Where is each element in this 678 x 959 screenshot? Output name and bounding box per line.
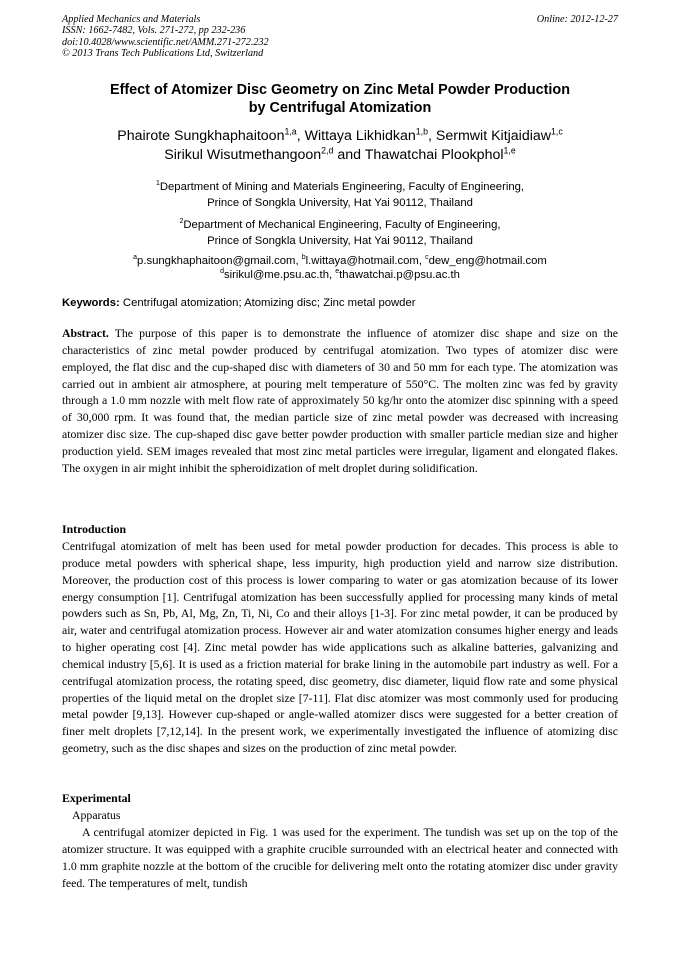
author-affil-mark: 1,c <box>551 126 563 137</box>
abstract-label: Abstract. <box>62 326 109 340</box>
email-mark: b <box>301 254 306 262</box>
author-affil-mark: 1,e <box>503 144 516 155</box>
author-line-2 <box>62 146 618 165</box>
abstract-text: The purpose of this paper is to demonstrate the influence of atomizer disc shape and size on the characteristics of zinc metal powder produced by centrifugal atomization. Two types of atomizer disc were employed, the flat disc and the cup-shaped disc with diameters of 30 and 50 mm for each type. The atomization was carried out in ambient air atmosphere, at pouring melt temperature of 550°C. The molten zinc was fed by gravity through a 1.0 mm nozzle with melt flow rate of approximately 50 kg/hr onto the atomizer disc spinning with a speed of 30,000 rpm. It was found that, the median particle size of zinc metal powder was decreased with increasing atomizer disc size. The cup-shaped disc gave better powder production with smaller particle median size and higher production yield. SEM images revealed that most zinc metal particles were irregular, ligament and elongated flakes. The oxygen in air might inhibit the spheroidization of melt droplet during solidification. <box>62 326 618 475</box>
author-name: and Thawatchai Plookphol <box>333 146 504 163</box>
introduction-heading: Introduction <box>62 522 127 536</box>
keywords-text: Centrifugal atomization; Atomizing disc; Zinc metal powder <box>119 297 416 309</box>
abstract <box>62 325 618 477</box>
affil-number: 1 <box>155 180 160 188</box>
journal-name: Applied Mechanics and Materials <box>62 14 201 25</box>
author-name: , Sermwit Kitjaidiaw <box>428 128 552 144</box>
author-affil-mark: 2,d <box>321 144 334 155</box>
issn-line: ISSN: 1662-7482, Vols. 271-272, pp 232-236 <box>62 25 246 37</box>
email-link[interactable]: sirikul@me.psu.ac.th, <box>223 269 336 281</box>
email-mark: d <box>220 268 224 276</box>
experimental-heading: Experimental <box>62 791 131 805</box>
experimental-text: A centrifugal atomizer depicted in Fig. 1 was used for the experiment. The tundish was set up on the top of the atomizer structure. It was equipped with a graphite crucible surrounded with an electrical heater and connected with 1.0 mm graphite nozzle at the bottom of the crucible for delivering melt onto the rotating atomizer disc under gravity feed. The temperatures of melt, tundish <box>62 825 618 890</box>
paper-title <box>62 82 618 117</box>
keywords-label: Keywords: <box>62 297 120 309</box>
author-name: Sirikul Wisutmethangoon <box>164 146 322 163</box>
doi-line: doi:10.4028/www.scientific.net/AMM.271-272.232 <box>62 36 269 48</box>
author-affil-mark: 1,a <box>284 126 297 137</box>
affiliation-2 <box>62 218 618 249</box>
affil-line: Prince of Songkla University, Hat Yai 90112, Thailand <box>207 234 473 247</box>
email-link[interactable]: thawatchai.p@psu.ac.th <box>339 269 460 281</box>
email-mark: a <box>133 254 138 262</box>
affil-line: Department of Mechanical Engineering, Faculty of Engineering, <box>183 219 501 231</box>
email-link[interactable]: p.sungkhaphaitoon@gmail.com, <box>137 255 302 267</box>
email-mark: e <box>335 268 340 276</box>
affiliation-1 <box>62 180 618 211</box>
email-link[interactable]: l.wittaya@hotmail.com, <box>305 255 426 267</box>
author-name: , Wittaya Likhidkan <box>296 128 416 144</box>
journal-header <box>62 14 618 60</box>
keywords <box>62 296 618 310</box>
author-emails <box>62 254 618 282</box>
online-date: Online: 2012-12-27 <box>536 14 618 25</box>
apparatus-subheading: Apparatus <box>72 808 121 822</box>
author-affil-mark: 1,b <box>415 126 429 137</box>
author-list <box>62 127 618 164</box>
author-line-1 <box>62 127 618 146</box>
affil-line: Department of Mining and Materials Engineering, Faculty of Engineering, <box>159 181 525 193</box>
email-link[interactable]: dew_eng@hotmail.com <box>428 255 547 267</box>
introduction-text: Centrifugal atomization of melt has been used for metal powder production for decades. This process is able to produce metal powders with spherical shape, less impurity, high production yield and narrow size distribution. Moreover, the production cost of this process is lower comparing to water or gas atomization because of its lower energy consumption [1]. Centrifugal atomization has been successfully applied for processing many kinds of metal powders such as Sn, Pb, Al, Mg, Zn, Ti, Ni, Co and their alloys [1-3]. For zinc metal powder, it can be produced by air, water and centrifugal atomization process. However air and water atomization consumes higher energy and leads to higher operating cost [4]. Zinc metal powder has wide applications such as alkaline batteries, galvanizing and chemical industry [5,6]. It is used as a friction material for brake lining in the automobile part industry as well. For a centrifugal atomization process, the rotating speed, disc geometry, disc diameter, liquid flow rate and some physical properties of the liquid metal on the droplet size [7-11]. Flat disc atomizer was most commonly used for producing metal powder [9,13]. However cup-shaped or angle-walled atomizer discs were suggested for a better creation of finer melt droplets [7,12,14]. In the present work, we experimentally investigated the influence of atomizing disc geometry, such as the disc shapes and sizes on the production of zinc metal powder. <box>62 539 618 756</box>
title-line-2: by Centrifugal Atomization <box>248 99 432 116</box>
affil-line: Prince of Songkla University, Hat Yai 90112, Thailand <box>207 196 473 209</box>
affil-number: 2 <box>179 218 184 226</box>
title-line-1: Effect of Atomizer Disc Geometry on Zinc Metal Powder Production <box>109 82 571 98</box>
author-name: Phairote Sungkhaphaitoon <box>117 128 285 144</box>
copyright-line: © 2013 Trans Tech Publications Ltd, Switzerland <box>62 48 264 60</box>
email-mark: c <box>425 254 429 262</box>
